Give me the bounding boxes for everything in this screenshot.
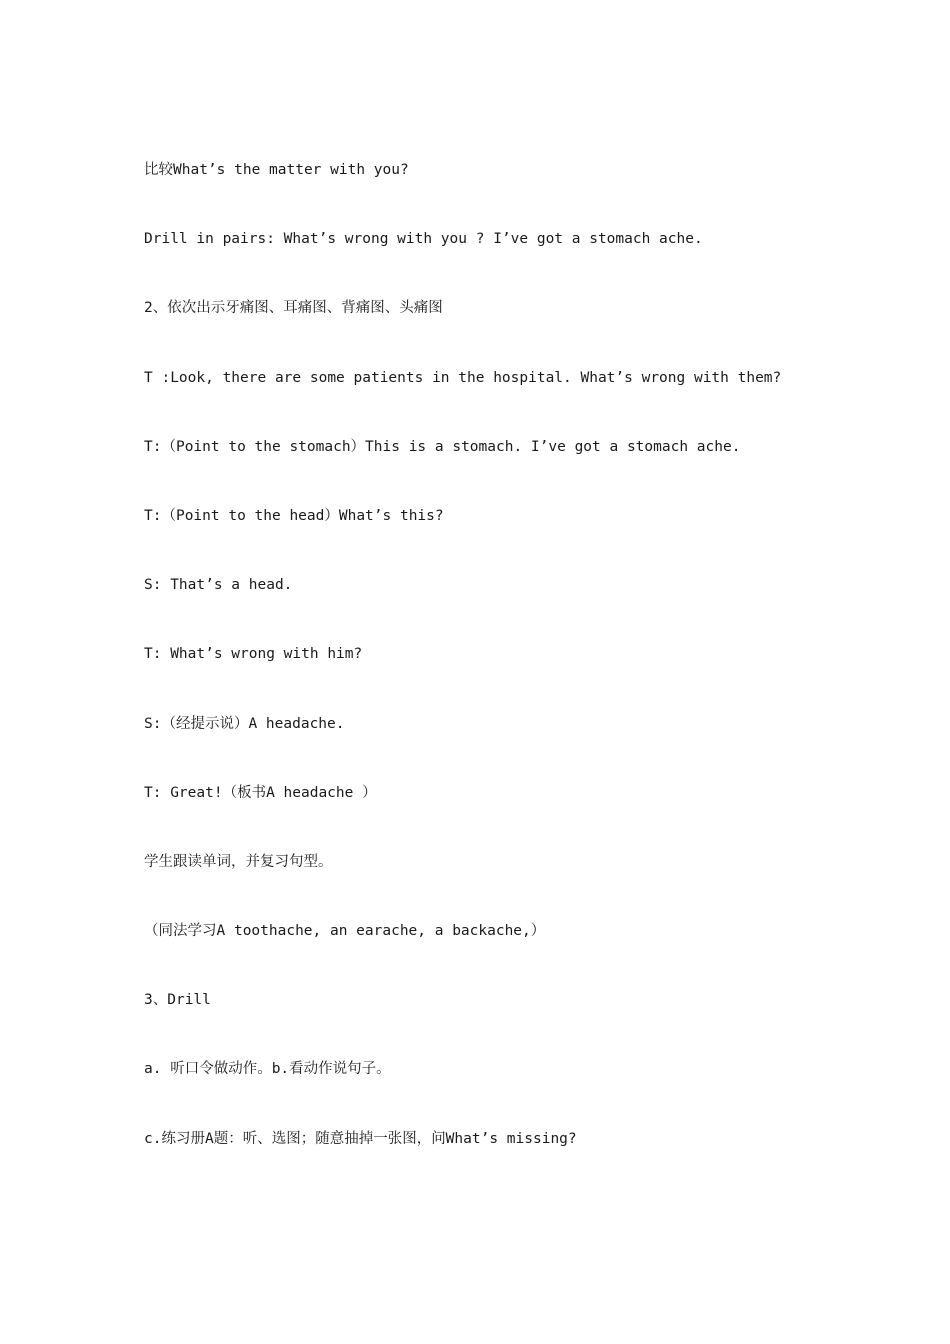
text-line-drill-a-b: a. 听口令做动作。b.看动作说句子。 bbox=[144, 1061, 391, 1078]
text-line-teacher-wrong: T: What’s wrong with him? bbox=[144, 646, 363, 663]
text-line-step-3: 3、Drill bbox=[144, 992, 211, 1009]
text-line-compare: 比较What’s the matter with you? bbox=[144, 162, 409, 178]
text-line-student-head: S: That’s a head. bbox=[144, 577, 293, 594]
text-line-same-method: （同法学习A toothache, an earache, a backache,） bbox=[144, 923, 546, 940]
text-line-drill-c: c.练习册A题：听、选图；随意抽掉一张图，问What’s missing? bbox=[144, 1130, 577, 1147]
document-body bbox=[144, 157, 904, 1195]
text-line-teacher-look: T :Look, there are some patients in the hospital. What’s wrong with them? bbox=[144, 369, 782, 386]
text-line-student-headache: S:（经提示说）A headache. bbox=[144, 715, 345, 732]
text-line-drill-pairs: Drill in pairs: What’s wrong with you ? I’ve got a stomach ache. bbox=[144, 231, 703, 248]
text-line-teacher-stomach: T:（Point to the stomach）This is a stomach. I’ve got a stomach ache. bbox=[144, 438, 741, 455]
text-line-students-read: 学生跟读单词，并复习句型。 bbox=[144, 853, 333, 870]
text-line-teacher-great: T: Great!（板书A headache ） bbox=[144, 784, 377, 801]
text-line-step-2: 2、依次出示牙痛图、耳痛图、背痛图、头痛图 bbox=[144, 300, 443, 317]
text-line-teacher-head: T:（Point to the head）What’s this? bbox=[144, 507, 444, 524]
